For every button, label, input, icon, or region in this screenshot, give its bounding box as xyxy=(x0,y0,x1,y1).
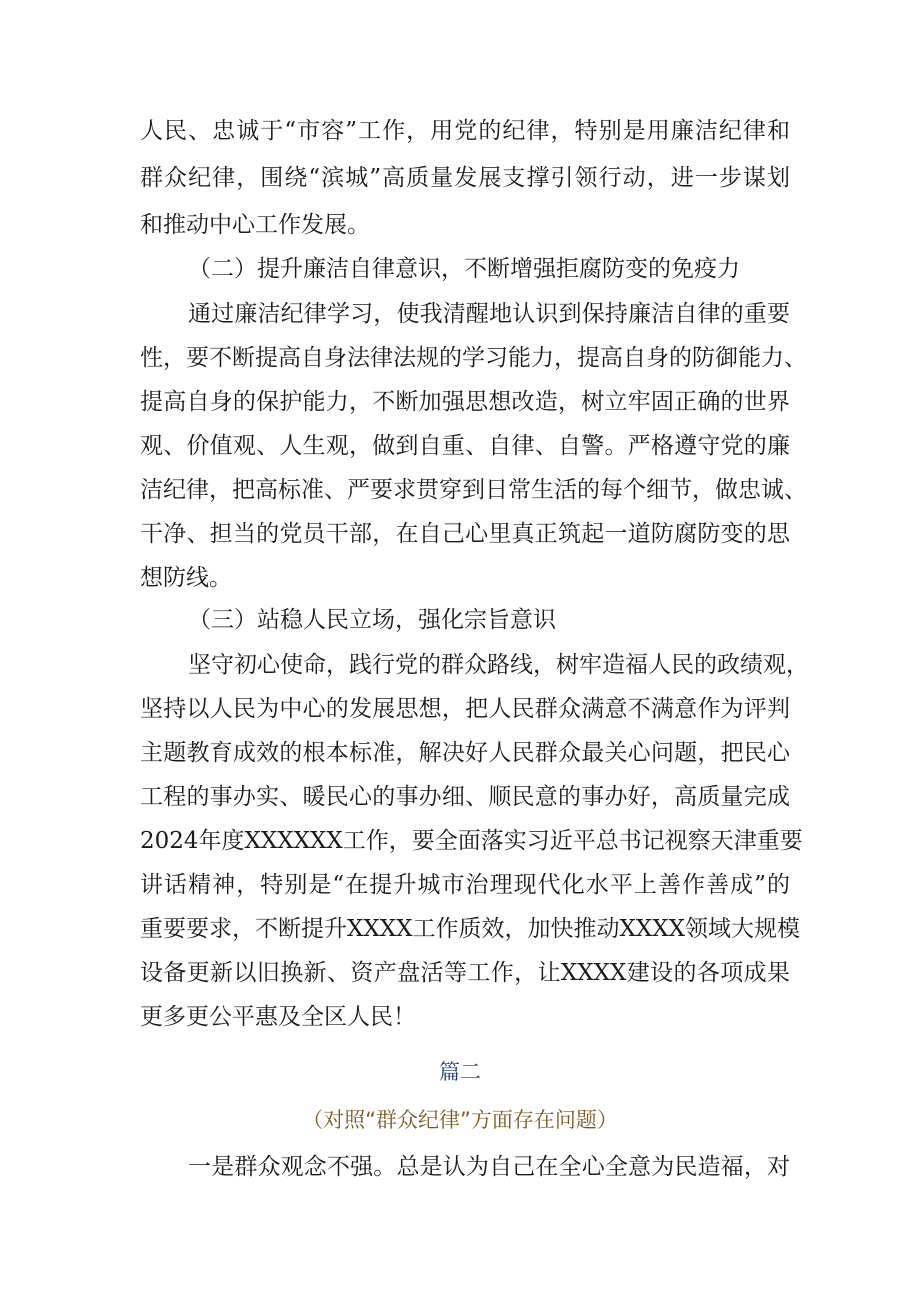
paragraph-line: 人民、忠诚于“市容”工作，用党的纪律，特别是用廉洁纪律和 xyxy=(140,118,790,144)
paragraph-line: 设备更新以旧换新、资产盘活等工作，让XXXX建设的各项成果 xyxy=(140,960,790,986)
section-heading-2: （二）提升廉洁自律意识，不断增强拒腐防变的免疫力 xyxy=(188,256,740,282)
paragraph-line: 通过廉洁纪律学习，使我清醒地认识到保持廉洁自律的重要 xyxy=(188,301,790,327)
section-subtitle: （对照“群众纪律”方面存在问题） xyxy=(302,1108,618,1132)
paragraph-line: 观、价值观、人生观，做到自重、自律、自警。严格遵守党的廉 xyxy=(140,433,790,459)
paragraph-line: 群众纪律，围绕“滨城”高质量发展支撑引领行动，进一步谋划 xyxy=(140,165,790,191)
paragraph-line: 一是群众观念不强。总是认为自己在全心全意为民造福，对 xyxy=(188,1154,790,1180)
paragraph-line: 性，要不断提高自身法律法规的学习能力，提高自身的防御能力、 xyxy=(140,345,807,371)
paragraph-line: 想防线。 xyxy=(140,565,232,591)
paragraph-line: 干净、担当的党员干部，在自己心里真正筑起一道防腐防变的思 xyxy=(140,521,790,547)
paragraph-line: 和推动中心工作发展。 xyxy=(140,212,370,238)
paragraph-line: 2024年度XXXXXX工作，要全面落实习近平总书记视察天津重要 xyxy=(140,828,803,854)
section-heading-3: （三）站稳人民立场，强化宗旨意识 xyxy=(188,607,556,633)
paragraph-line: 提高自身的保护能力，不断加强思想改造，树立牢固正确的世界 xyxy=(140,389,790,415)
paragraph-line: 坚持以人民为中心的发展思想，把人民群众满意不满意作为评判 xyxy=(140,696,790,722)
paragraph-line: 重要要求，不断提升XXXX工作质效，加快推动XXXX领域大规模 xyxy=(140,916,800,942)
paragraph-line: 坚守初心使命，践行党的群众路线，树牢造福人民的政绩观， xyxy=(188,652,809,678)
paragraph-line: 更多更公平惠及全区人民！ xyxy=(140,1004,416,1030)
section-title: 篇二 xyxy=(439,1060,481,1084)
paragraph-line: 主题教育成效的根本标准，解决好人民群众最关心问题，把民心 xyxy=(140,740,790,766)
paragraph-line: 工程的事办实、暖民心的事办细、顺民意的事办好，高质量完成 xyxy=(140,784,790,810)
paragraph-line: 讲话精神，特别是“在提升城市治理现代化水平上善作善成”的 xyxy=(140,872,790,898)
paragraph-line: 洁纪律，把高标准、严要求贯穿到日常生活的每个细节，做忠诚、 xyxy=(140,477,807,503)
